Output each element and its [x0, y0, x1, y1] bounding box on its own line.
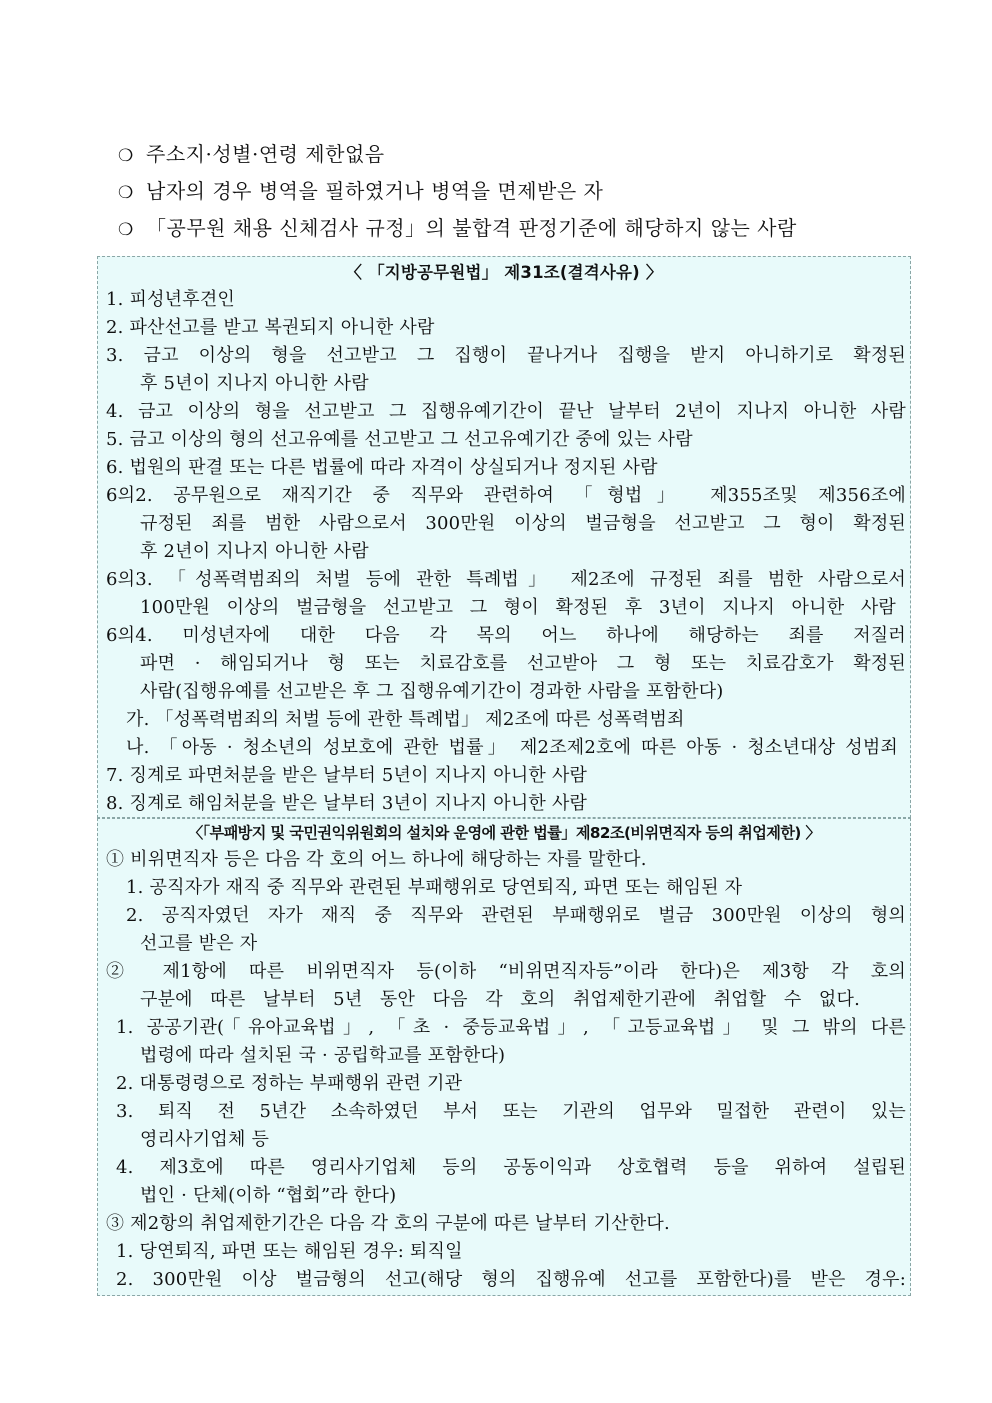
requirement-item: ❍ 남자의 경우 병역을 필하였거나 병역을 면제받은 자 — [118, 173, 908, 210]
law-clause: 2. 300만원 이상 벌금형의 선고(해당 형의 집행유예 선고를 포함한다)를 받은 경우: — [116, 1269, 906, 1290]
requirement-item: ❍ 「공무원 채용 신체검사 규정」의 불합격 판정기준에 해당하지 않는 사람 — [118, 210, 908, 247]
law-clause: 6의4. 미성년자에 대한 다음 각 목의 어느 하나에 해당하는 죄를 저질러 — [106, 625, 906, 646]
law-clause: 8. 징계로 해임처분을 받은 날부터 3년이 지나지 아니한 사람 — [106, 793, 588, 814]
law-clause: 후 5년이 지나지 아니한 사람 — [140, 373, 369, 394]
law-clause: 나. 「아동 · 청소년의 성보호에 관한 법률」 제2조제2호에 따른 아동 · 청소년대상 성범죄 — [126, 737, 898, 758]
law-clause: 2. 파산선고를 받고 복권되지 아니한 사람 — [106, 317, 435, 338]
law-clause: 규정된 죄를 범한 사람으로서 300만원 이상의 벌금형을 선고받고 그 형이 확정된 — [140, 513, 906, 534]
law-clause: 4. 금고 이상의 형을 선고받고 그 집행유예기간이 끝난 날부터 2년이 지나지 아니한 사람 — [106, 401, 906, 422]
law-clause: 파면 · 해임되거나 형 또는 치료감호를 선고받아 그 형 또는 치료감호가 확정된 — [140, 653, 906, 674]
law-clause: 2. 공직자였던 자가 재직 중 직무와 관련된 부패행위로 벌금 300만원 이상의 형의 — [126, 905, 906, 926]
law-clause: 6의2. 공무원으로 재직기간 중 직무와 관련하여 「형법」 제355조및 제356조에 — [106, 485, 906, 506]
law-clause: 6의3. 「성폭력범죄의 처벌 등에 관한 특례법」 제2조에 규정된 죄를 범한 사람으로서 — [106, 569, 906, 590]
law-clause: 구분에 따른 날부터 5년 동안 다음 각 호의 취업제한기관에 취업할 수 없다. — [140, 989, 860, 1010]
circle-bullet-icon: ❍ — [118, 183, 134, 203]
law-clause: 100만원 이상의 벌금형을 선고받고 그 형이 확정된 후 3년이 지나지 아니한 사람 — [140, 597, 896, 618]
law-clause: 영리사기업체 등 — [140, 1129, 270, 1150]
box-title: 〈 「지방공무원법」 제31조(결격사유) 〉 — [345, 263, 663, 282]
law-clause: 7. 징계로 파면처분을 받은 날부터 5년이 지나지 아니한 사람 — [106, 765, 588, 786]
requirement-item: ❍ 주소지·성별·연령 제한없음 — [118, 136, 908, 173]
law-clause: ③ 제2항의 취업제한기간은 다음 각 호의 구분에 따른 날부터 기산한다. — [106, 1213, 670, 1234]
law-clause: 1. 공직자가 재직 중 직무와 관련된 부패행위로 당연퇴직, 파면 또는 해임된 자 — [126, 877, 743, 898]
law-clause: 5. 금고 이상의 형의 선고유예를 선고받고 그 선고유예기간 중에 있는 사람 — [106, 429, 693, 450]
law-clause: 법령에 따라 설치된 국 · 공립학교를 포함한다) — [140, 1045, 506, 1066]
law-clause: 1. 피성년후견인 — [106, 289, 236, 310]
law-clause: 가. 「성폭력범죄의 처벌 등에 관한 특례법」 제2조에 따른 성폭력범죄 — [126, 709, 685, 730]
law-clause: 후 2년이 지나지 아니한 사람 — [140, 541, 369, 562]
law-clause: 4. 제3호에 따른 영리사기업체 등의 공동이익과 상호협력 등을 위하여 설립된 — [116, 1157, 906, 1178]
law-clause: ① 비위면직자 등은 다음 각 호의 어느 하나에 해당하는 자를 말한다. — [106, 849, 647, 870]
circle-bullet-icon: ❍ — [118, 146, 134, 166]
law-clause: 6. 법원의 판결 또는 다른 법률에 따라 자격이 상실되거나 정지된 사람 — [106, 457, 658, 478]
box-title: 〈「부패방지 및 국민권익위원회의 설치와 운영에 관한 법률」제82조(비위면직자 등의 취업제한) 〉 — [187, 824, 821, 842]
law-clause: 3. 금고 이상의 형을 선고받고 그 집행이 끝나거나 집행을 받지 아니하기로 확정된 — [106, 345, 906, 366]
law-clause: 선고를 받은 자 — [140, 933, 258, 954]
law-clause: 사람(집행유예를 선고받은 후 그 집행유예기간이 경과한 사람을 포함한다) — [140, 681, 724, 702]
requirements-list — [118, 136, 908, 247]
employment-restriction-box — [97, 818, 911, 1296]
disqualification-box — [97, 256, 911, 818]
law-clause: 법인 · 단체(이하 “협회”라 한다) — [140, 1185, 397, 1206]
law-clause: 1. 당연퇴직, 파면 또는 해임된 경우: 퇴직일 — [116, 1241, 463, 1262]
law-clause: 3. 퇴직 전 5년간 소속하였던 부서 또는 기관의 업무와 밀접한 관련이 있는 — [116, 1101, 906, 1122]
law-clause: ② 제1항에 따른 비위면직자 등(이하 “비위면직자등”이라 한다)은 제3항 각 호의 — [106, 961, 906, 982]
law-clause: 1. 공공기관(「유아교육법」, 「초 · 중등교육법」, 「고등교육법」 및 그 밖의 다른 — [116, 1017, 906, 1038]
circle-bullet-icon: ❍ — [118, 220, 134, 240]
law-clause: 2. 대통령령으로 정하는 부패행위 관련 기관 — [116, 1073, 463, 1094]
